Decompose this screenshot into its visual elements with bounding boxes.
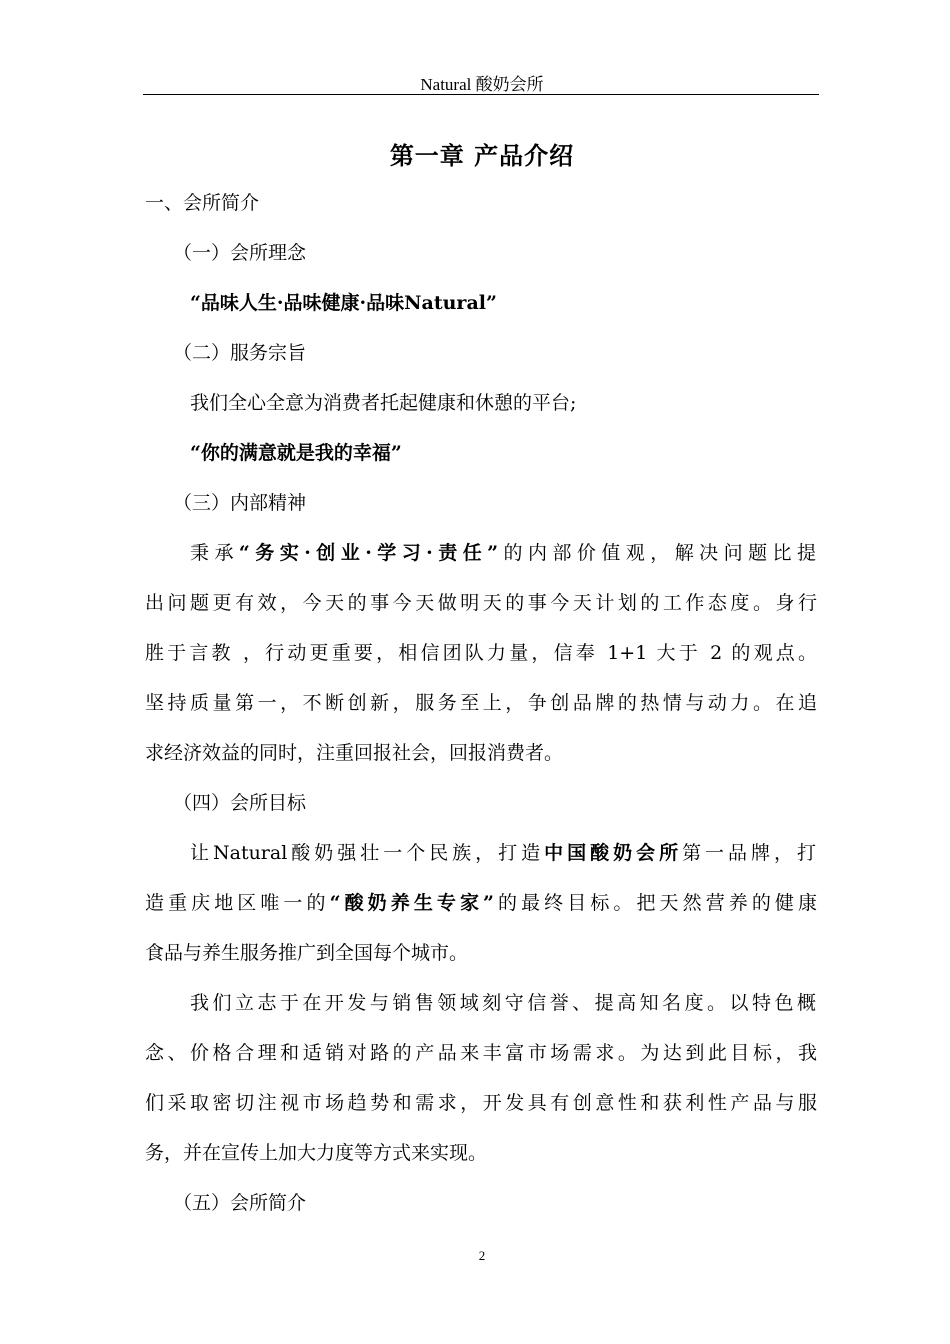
chapter-title: 第一章 产品介绍 — [389, 141, 575, 170]
goal-text: 让Natural酸奶强壮一个民族，打造 — [190, 842, 545, 864]
page-header-title: Natural 酸奶会所 — [420, 75, 544, 94]
spirit-line-5: 求经济效益的同时，注重回报社会，回报消费者。 — [145, 742, 564, 764]
goal-p2-line-2: 念、价格合理和适销对路的产品来丰富市场需求。为达到此目标，我 — [145, 1042, 817, 1064]
header-rule — [143, 94, 819, 95]
goal-p2-line-4: 务，并在宣传上加大力度等方式来实现。 — [145, 1142, 488, 1164]
intro-heading: （五）会所简介 — [173, 1192, 307, 1214]
philosophy-heading: （一）会所理念 — [173, 242, 307, 264]
goal-p1-line-2 — [145, 888, 817, 915]
philosophy-slogan: “品味人生·品味健康·品味Natural” — [190, 292, 497, 314]
service-slogan: “你的满意就是我的幸福” — [190, 442, 402, 464]
spirit-line-2: 出问题更有效，今天的事今天做明天的事今天计划的工作态度。身行 — [145, 592, 817, 614]
service-text: 我们全心全意为消费者托起健康和休憩的平台; — [190, 392, 577, 414]
goal-text: 造重庆地区唯一的 — [145, 892, 330, 914]
goal-text: 的最终目标。把天然营养的健康 — [493, 892, 817, 914]
spirit-line-1 — [190, 538, 816, 565]
goal-expert: “酸奶养生专家” — [329, 892, 494, 914]
goal-text: 第一品牌，打 — [682, 842, 816, 864]
service-heading: （二）服务宗旨 — [173, 342, 307, 364]
section-heading: 一、会所简介 — [145, 192, 260, 214]
goal-p2-line-1: 我们立志于在开发与销售领域刻守信誉、提高知名度。以特色概 — [190, 992, 816, 1014]
goal-p2-line-3: 们采取密切注视市场趋势和需求，开发具有创意性和获利性产品与服 — [145, 1092, 817, 1114]
spirit-line-4: 坚持质量第一，不断创新，服务至上，争创品牌的热情与动力。在追 — [145, 692, 817, 714]
goal-p1-line-1 — [190, 838, 816, 865]
spirit-heading: （三）内部精神 — [173, 492, 307, 514]
goal-brand: 中国酸奶会所 — [544, 842, 683, 864]
goal-p1-line-3: 食品与养生服务推广到全国每个城市。 — [145, 942, 469, 964]
page-number: 2 — [478, 1248, 486, 1263]
spirit-values: “务实·创业·学习·责任” — [238, 542, 499, 564]
spirit-line-3: 胜于言教 ，行动更重要，相信团队力量，信奉 1+1 大于 2 的观点。 — [145, 642, 817, 664]
spirit-text: 的内部价值观，解决问题比提 — [498, 542, 816, 564]
goal-heading: （四）会所目标 — [173, 792, 307, 814]
spirit-text: 秉承 — [190, 542, 239, 564]
